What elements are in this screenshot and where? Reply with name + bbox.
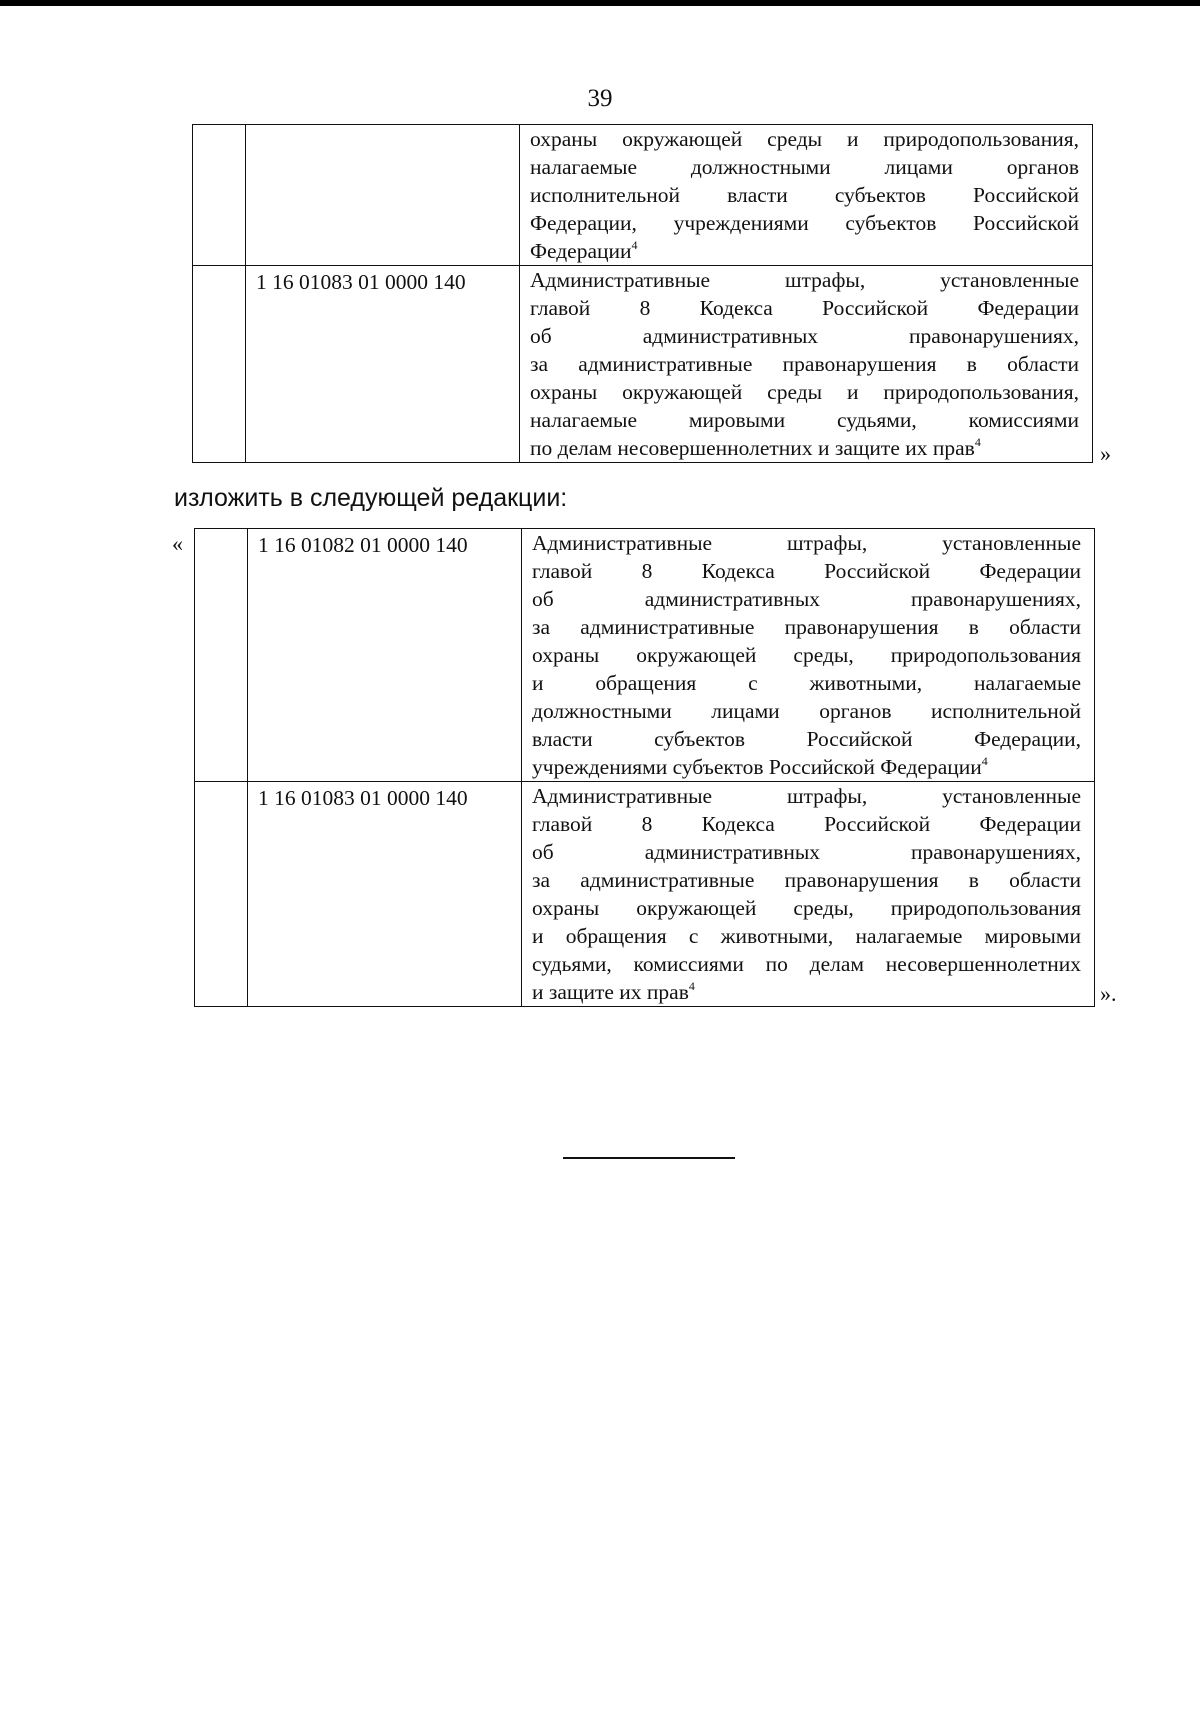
code-cell [248, 782, 522, 1007]
page-number: 39 [587, 85, 613, 112]
empty-cell [193, 125, 246, 266]
description-cell [520, 266, 1093, 463]
description-line: судьями, комиссиями по делам несовершеннолетних [532, 952, 1081, 976]
empty-cell [195, 529, 248, 782]
description-line: и обращения с животными, налагаемые мировыми [532, 924, 1081, 948]
description-line: об административных правонарушениях, [530, 324, 1079, 348]
budget-code: 1 16 01082 01 0000 140 [258, 533, 468, 557]
footnote-ref: 4 [974, 435, 981, 449]
closing-quote: » [1100, 441, 1111, 466]
description-cell [520, 125, 1093, 266]
instruction-text: изложить в следующей редакции: [174, 484, 568, 512]
description-line: налагаемые должностными лицами органов [530, 155, 1079, 179]
description-line: исполнительной власти субъектов Российской [530, 183, 1079, 207]
description-line: охраны окружающей среды, природопользования [532, 643, 1081, 667]
closing-quote-period: ». [1100, 981, 1117, 1006]
description-line: охраны окружающей среды и природопользования, [530, 127, 1079, 151]
table-row [193, 266, 1093, 463]
description-cell [522, 782, 1095, 1007]
description-line: Административные штрафы, установленные [530, 268, 1079, 292]
description-line: охраны окружающей среды, природопользования [532, 896, 1081, 920]
description-line: главой 8 Кодекса Российской Федерации [530, 296, 1079, 320]
code-cell [248, 529, 522, 782]
description-line: Административные штрафы, установленные [532, 531, 1081, 555]
description-line: Административные штрафы, установленные [532, 784, 1081, 808]
empty-cell [193, 266, 246, 463]
description-line: об административных правонарушениях, [532, 840, 1081, 864]
empty-cell [195, 782, 248, 1007]
description-line: налагаемые мировыми судьями, комиссиями [530, 408, 1079, 432]
description-line: за административные правонарушения в области [532, 615, 1081, 639]
description-line: и обращения с животными, налагаемые [532, 671, 1081, 695]
description-line: за административные правонарушения в области [530, 352, 1079, 376]
description-line: Федерации, учреждениями субъектов Российской [530, 211, 1079, 235]
footnote-ref: 4 [631, 238, 638, 252]
description-line: власти субъектов Российской Федерации, [532, 727, 1081, 751]
description-line-last: учреждениями субъектов Российской Федерации$^4$ [532, 754, 988, 779]
footnote-ref: 4 [688, 979, 695, 993]
new-codes-table [194, 528, 1095, 1007]
description-line: главой 8 Кодекса Российской Федерации [532, 559, 1081, 583]
description-cell [522, 529, 1095, 782]
description-line-last: Федерации$^4$ [530, 238, 638, 263]
description-line-last: и защите их прав$^4$ [532, 979, 695, 1004]
table-row [193, 125, 1093, 266]
end-separator-line [563, 1157, 735, 1159]
scan-top-border [0, 0, 1200, 6]
budget-code: 1 16 01083 01 0000 140 [256, 270, 466, 294]
description-line: должностными лицами органов исполнительной [532, 699, 1081, 723]
opening-quote: « [172, 531, 183, 556]
description-line: главой 8 Кодекса Российской Федерации [532, 812, 1081, 836]
budget-code [246, 125, 519, 127]
table-row [195, 529, 1095, 782]
description-line: об административных правонарушениях, [532, 587, 1081, 611]
code-cell [246, 125, 520, 266]
description-line: охраны окружающей среды и природопользования, [530, 380, 1079, 404]
code-cell [246, 266, 520, 463]
budget-code: 1 16 01083 01 0000 140 [258, 786, 468, 810]
table-row [195, 782, 1095, 1007]
old-codes-table [192, 124, 1093, 463]
description-line-last: по делам несовершеннолетних и защите их прав$^4$ [530, 435, 981, 460]
footnote-ref: 4 [981, 754, 988, 768]
description-line: за административные правонарушения в области [532, 868, 1081, 892]
